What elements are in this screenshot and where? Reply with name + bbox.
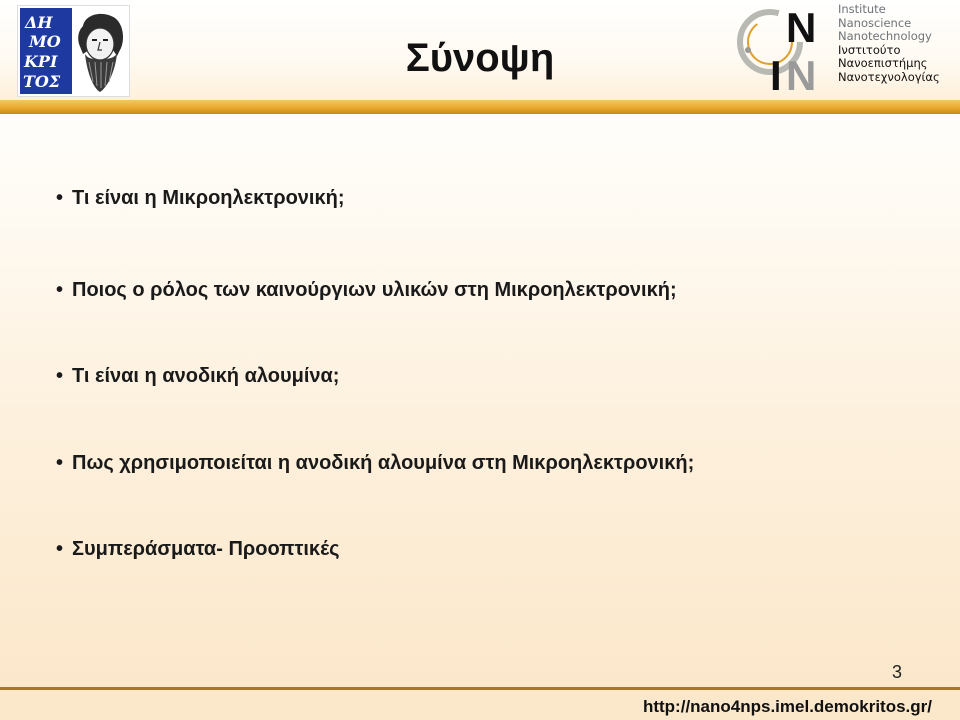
inn-line-en-2: Nanoscience — [838, 15, 912, 30]
inn-logo-text — [838, 3, 940, 84]
slide-title: Σύνοψη — [405, 36, 555, 80]
bullet-marker: • — [56, 279, 64, 301]
list-item — [56, 537, 340, 561]
bullet-text: Πως χρησιμοποιείται η ανοδική αλουμίνα στη Μικροηλεκτρονική; — [72, 452, 695, 474]
inn-mark-icon — [736, 0, 836, 96]
bullet-text: Συμπεράσματα- Προοπτικές — [72, 538, 340, 560]
inn-line-en-1: Institute — [838, 2, 886, 16]
page-number: 3 — [891, 662, 902, 682]
header-divider — [0, 100, 960, 114]
inn-line-gr-3: Νανοτεχνολογίας — [838, 69, 940, 84]
list-item — [56, 451, 694, 475]
inn-line-en-3: Nanotechnology — [838, 29, 932, 43]
bullet-text: Τι είναι η ανοδική αλουμίνα; — [72, 365, 340, 387]
bullet-marker: • — [56, 187, 64, 209]
bullet-text: Ποιος ο ρόλος των καινούργιων υλικών στη Μικροηλεκτρονική; — [72, 279, 677, 301]
bullet-text: Τι είναι η Μικροηλεκτρονική; — [72, 187, 345, 209]
svg-text:N: N — [786, 52, 817, 96]
svg-text:ΔΗ: ΔΗ — [25, 13, 53, 32]
inn-line-gr-1: Ινστιτούτο — [838, 42, 901, 57]
inn-line-gr-2: Νανοεπιστήμης — [838, 56, 928, 70]
inn-logo — [736, 0, 956, 96]
svg-text:ΤΟΣ: ΤΟΣ — [23, 72, 61, 91]
footer-url: http://nano4nps.imel.demokritos.gr/ — [642, 697, 932, 716]
svg-text:N: N — [786, 4, 817, 51]
list-item — [56, 278, 677, 302]
bullet-marker: • — [56, 365, 64, 387]
svg-text:I: I — [770, 52, 782, 96]
bullet-marker: • — [56, 538, 64, 560]
bullet-marker: • — [56, 452, 64, 474]
list-item — [56, 186, 345, 210]
svg-text:ΜΟ: ΜΟ — [29, 32, 61, 51]
list-item — [56, 364, 339, 388]
svg-text:ΚΡΙ: ΚΡΙ — [24, 52, 58, 71]
footer-divider — [0, 687, 960, 690]
